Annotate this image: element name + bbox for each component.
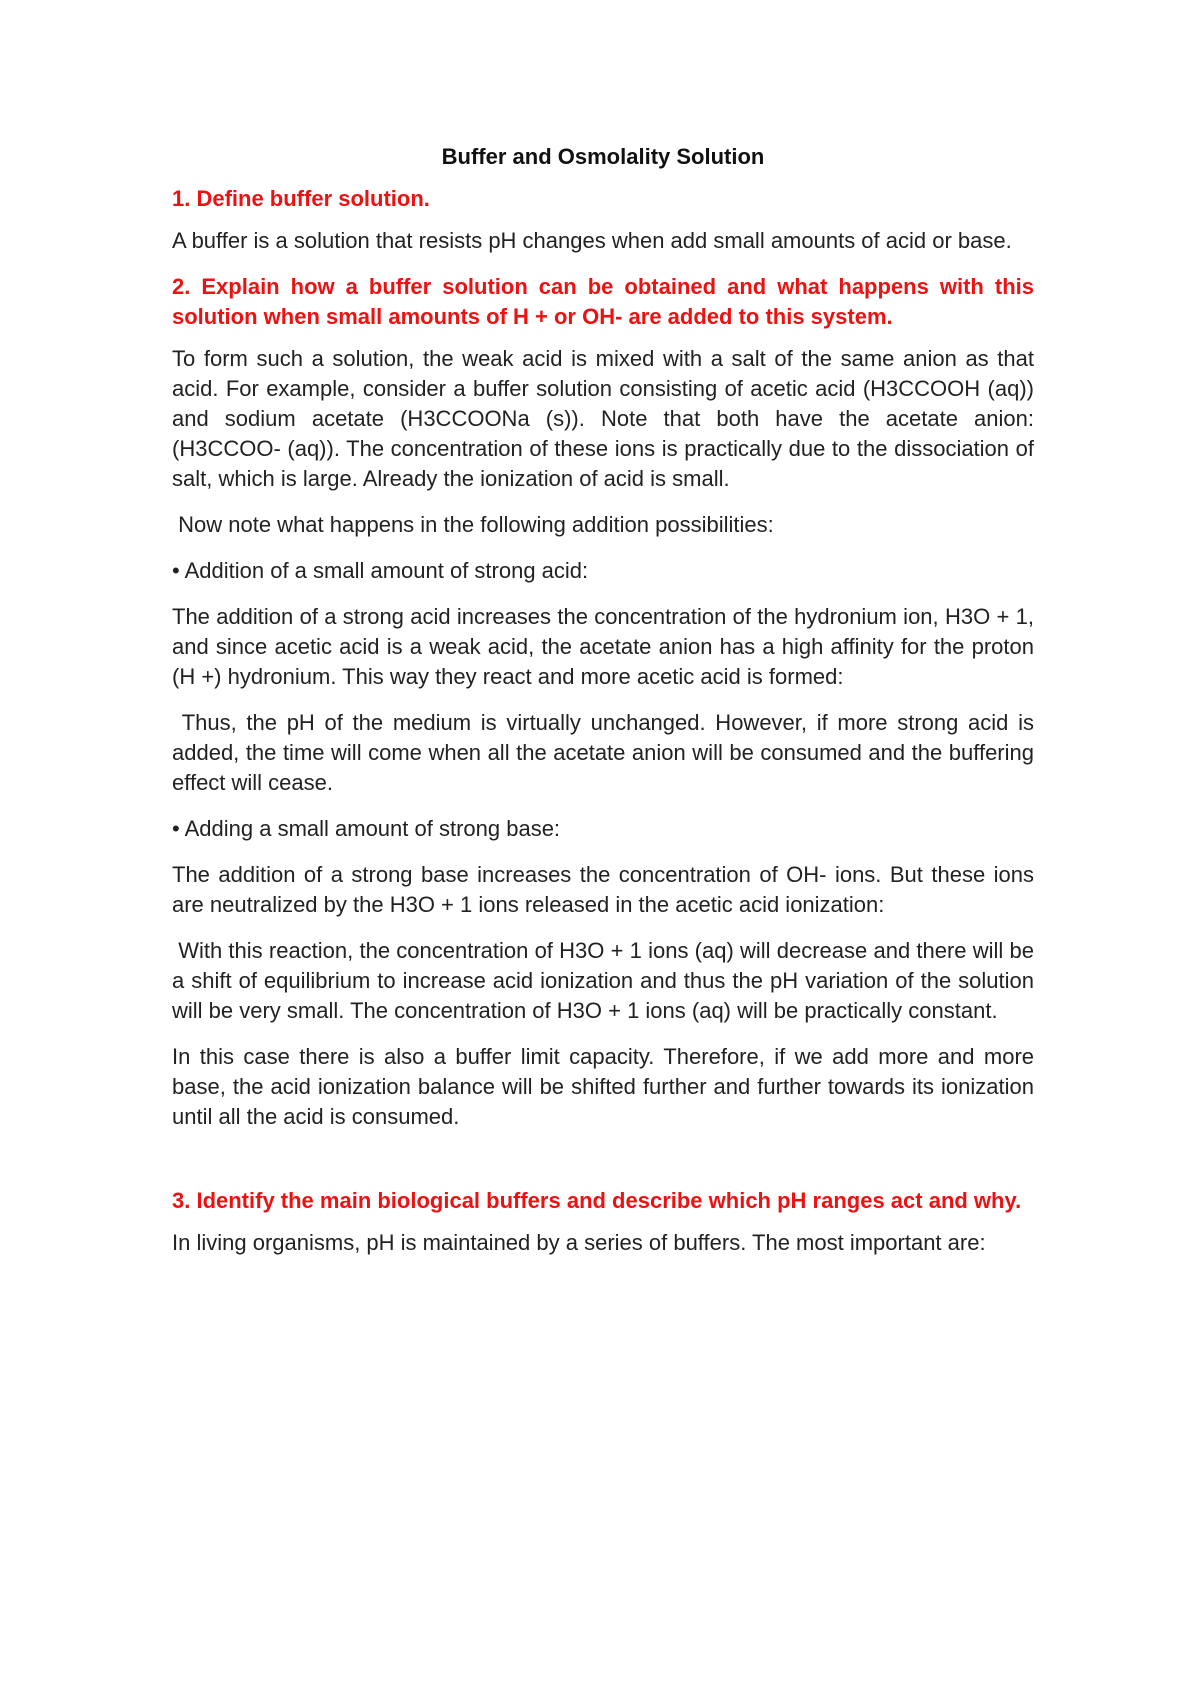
q2-bullet-strong-base: • Adding a small amount of strong base:: [172, 816, 561, 841]
section-spacer: [172, 1148, 1034, 1186]
document-page: [172, 142, 1041, 1274]
question-2-heading: 2. Explain how a buffer solution can be obtained and what happens with this solution when small amounts of H + or OH- are added to this system.: [172, 274, 1034, 329]
question-1-answer: A buffer is a solution that resists pH changes when add small amounts of acid or base.: [172, 228, 1012, 253]
document-title: Buffer and Osmolality Solution: [441, 144, 765, 169]
q2-paragraph-acid-result: Thus, the pH of the medium is virtually unchanged. However, if more strong acid is added, the time will come when all the acetate anion will be consumed and the buffering effect will cease.: [172, 710, 1041, 795]
question-3-heading: 3. Identify the main biological buffers and describe which pH ranges act and why.: [172, 1188, 1022, 1213]
q2-paragraph-limit-capacity: In this case there is also a buffer limit capacity. Therefore, if we add more and more base, the acid ionization balance will be shifted further and further towards its ionization until all the acid is consumed.: [172, 1044, 1034, 1129]
q2-paragraph-formation: To form such a solution, the weak acid is mixed with a salt of the same anion as that acid. For example, consider a buffer solution consisting of acetic acid (H3CCOOH (aq)) and sodium acetate (H3CCOONa (s)). Note that both have the acetate anion: (H3CCOO- (aq)). The concentration of these ions is practically due to the dissociation of salt, which is large. Already the ionization of acid is small.: [172, 346, 1041, 491]
question-1-heading: 1. Define buffer solution.: [172, 186, 430, 211]
q2-paragraph-acid-addition: The addition of a strong acid increases the concentration of the hydronium ion, H3O + 1, and since acetic acid is a weak acid, the acetate anion has a high affinity for the proton (H +) hydronium. This way they react and more acetic acid is formed:: [172, 604, 1034, 689]
q2-paragraph-base-addition: The addition of a strong base increases the concentration of OH- ions. But these ions are neutralized by the H3O + 1 ions released in the acetic acid ionization:: [172, 862, 1034, 917]
q2-bullet-strong-acid: • Addition of a small amount of strong acid:: [172, 558, 589, 583]
q2-paragraph-intro-possibilities: Now note what happens in the following addition possibilities:: [172, 512, 774, 537]
q2-paragraph-base-result: With this reaction, the concentration of H3O + 1 ions (aq) will decrease and there will be a shift of equilibrium to increase acid ionization and thus the pH variation of the solution will be very small. The concentration of H3O + 1 ions (aq) will be practically constant.: [172, 938, 1041, 1023]
question-3-answer: In living organisms, pH is maintained by a series of buffers. The most important are:: [172, 1230, 986, 1255]
